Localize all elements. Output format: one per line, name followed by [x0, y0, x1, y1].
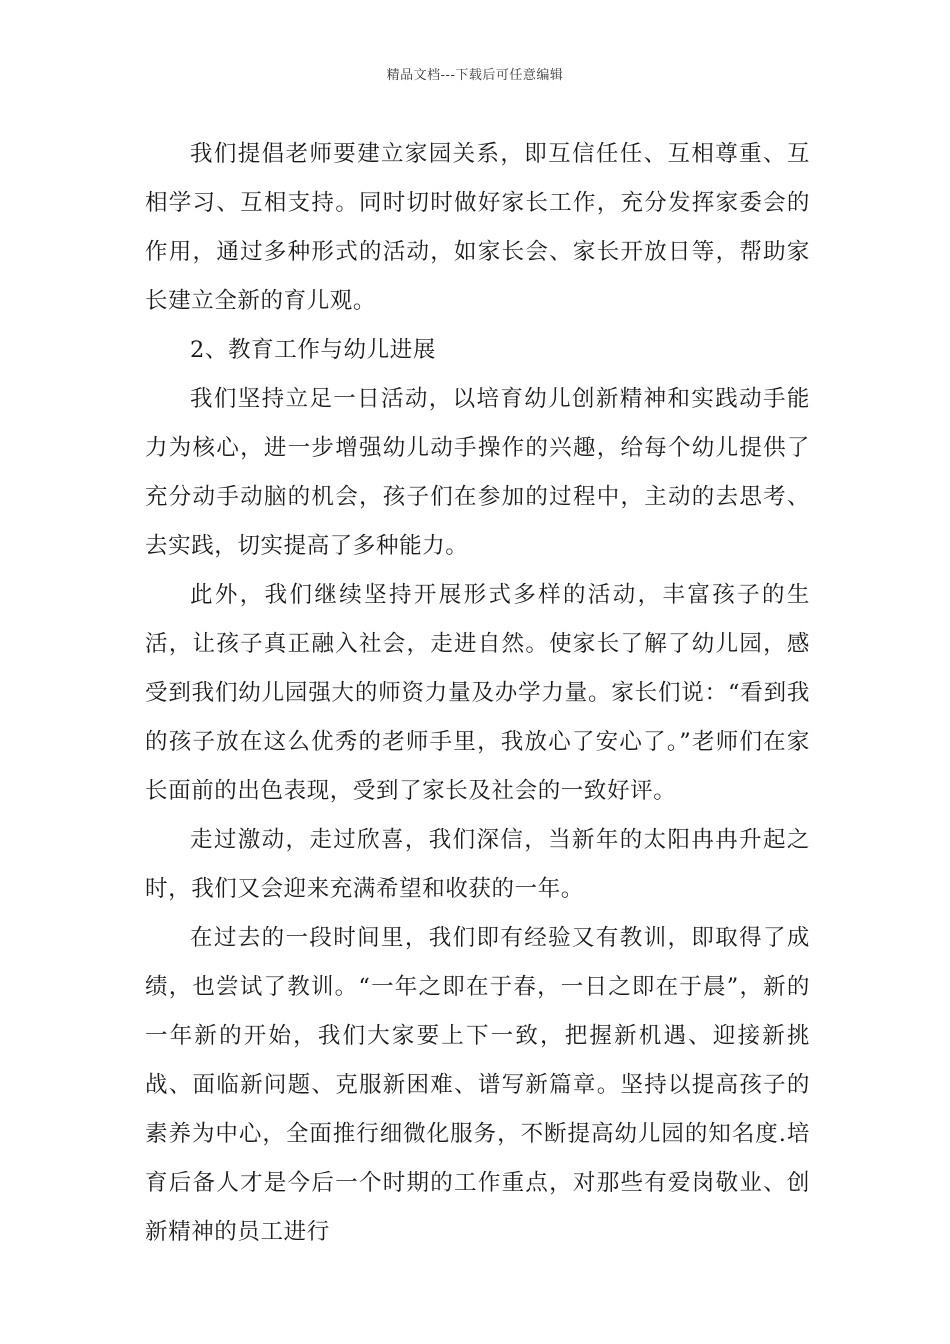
paragraph-diverse-activities: 此外，我们继续坚持开展形式多样的活动，丰富孩子的生活，让孩子真正融入社会，走进自然。使家长了解了幼儿园，感受到我们幼儿园强大的师资力量及办学力量。家长们说：“看到我的孩子放在这么优秀的老师手里，我放心了安心了。”老师们在家长面前的出色表现，受到了家长及社会的一致好评。: [145, 582, 810, 804]
page-header: 精品文档---下载后可任意编辑: [386, 68, 564, 83]
document-body: [145, 130, 810, 1257]
paragraph-daily-activities: 我们坚持立足一日活动，以培育幼儿创新精神和实践动手能力为核心，进一步增强幼儿动手操作的兴趣，给每个幼儿提供了充分动手动脑的机会，孩子们在参加的过程中，主动的去思考、去实践，切实提高了多种能力。: [145, 386, 810, 559]
paragraph-past-experience: 在过去的一段时间里，我们即有经验又有教训，即取得了成绩，也尝试了教训。“一年之即在于春，一日之即在于晨”，新的一年新的开始，我们大家要上下一致，把握新机遇、迎接新挑战、面临新问题、克服新困难、谱写新篇章。坚持以提高孩子的素养为中心，全面推行细微化服务，不断提高幼儿园的知名度.培育后备人才是今后一个时期的工作重点，对那些有爱岗敬业、创新精神的员工进行: [145, 925, 810, 1245]
paragraph-new-year-hope: 走过激动，走过欣喜，我们深信，当新年的太阳冉冉升起之时，我们又会迎来充满希望和收获的一年。: [145, 827, 810, 902]
section-heading-education-work: 2、教育工作与幼儿进展: [190, 337, 436, 363]
paragraph-home-school-relations: 我们提倡老师要建立家园关系，即互信任任、互相尊重、互相学习、互相支持。同时切时做好家长工作，充分发挥家委会的作用，通过多种形式的活动，如家长会、家长开放日等，帮助家长建立全新的育儿观。: [145, 141, 810, 314]
